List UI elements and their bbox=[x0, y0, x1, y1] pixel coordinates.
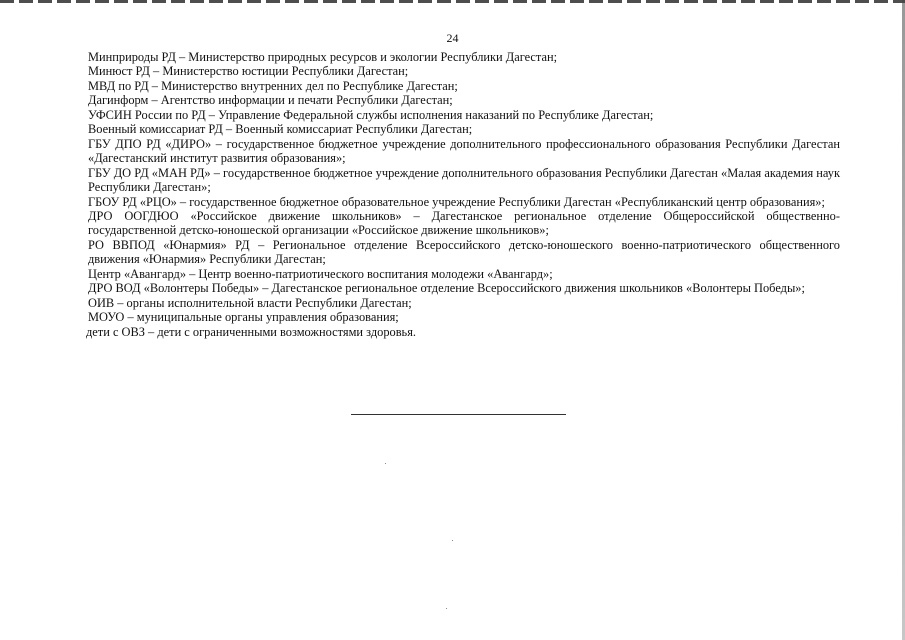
abbreviation-entry: Военный комиссариат РД – Военный комиссариат Республики Дагестан; bbox=[88, 122, 473, 137]
closing-rule bbox=[351, 414, 566, 415]
scan-edge-top bbox=[0, 0, 905, 3]
abbreviation-entry: Центр «Авангард» – Центр военно-патриотического воспитания молодежи «Авангард»; bbox=[88, 266, 553, 281]
page-number: 24 bbox=[446, 31, 459, 45]
abbreviation-entry: МВД по РД – Министерство внутренних дел по Республике Дагестан; bbox=[88, 78, 458, 93]
abbreviation-entry: ДРО ООГДЮО «Российское движение школьников» – Дагестанское региональное отделение Общероссийской общественно-государственной детско-юношеской организации «Российское движение школьников»; bbox=[88, 208, 840, 238]
scan-speck bbox=[452, 540, 453, 541]
abbreviation-entry: МОУО – муниципальные органы управления образования; bbox=[88, 310, 399, 325]
abbreviation-entry: ГБОУ РД «РЦО» – государственное бюджетное образовательное учреждение Республики Дагестан «Республиканский центр образования»; bbox=[88, 194, 825, 209]
abbreviation-entry: ГБУ ДО РД «МАН РД» – государственное бюджетное учреждение дополнительного образования Республики Дагестан «Малая академия наук Республики Дагестан»; bbox=[88, 165, 840, 195]
scan-speck bbox=[446, 608, 447, 609]
abbreviation-entry: Минприроды РД – Министерство природных ресурсов и экологии Республики Дагестан; bbox=[88, 50, 558, 64]
abbreviation-entry: УФСИН России по РД – Управление Федеральной службы исполнения наказаний по Республике Дагестан; bbox=[88, 107, 654, 122]
abbreviation-entry: Минюст РД – Министерство юстиции Республики Дагестан; bbox=[88, 64, 409, 79]
scan-speck bbox=[385, 463, 386, 464]
abbreviation-entry: Дагинформ – Агентство информации и печати Республики Дагестан; bbox=[88, 93, 453, 108]
abbreviation-entry: дети с ОВЗ – дети с ограниченными возможностями здоровья. bbox=[86, 324, 417, 339]
abbreviation-entry: ГБУ ДПО РД «ДИРО» – государственное бюджетное учреждение дополнительного профессионального образования Республики Дагестан «Дагестанский институт развития образования»; bbox=[88, 136, 840, 166]
abbreviation-entry: ДРО ВОД «Волонтеры Победы» – Дагестанское региональное отделение Всероссийского движения школьников «Волонтеры Победы»; bbox=[88, 281, 805, 296]
abbreviation-list bbox=[88, 50, 840, 339]
abbreviation-entry: ОИВ – органы исполнительной власти Республики Дагестан; bbox=[88, 295, 412, 310]
abbreviation-entry: РО ВВПОД «Юнармия» РД – Региональное отделение Всероссийского детско-юношеского военно-патриотического общественного движения «Юнармия» Республики Дагестан; bbox=[88, 237, 840, 267]
